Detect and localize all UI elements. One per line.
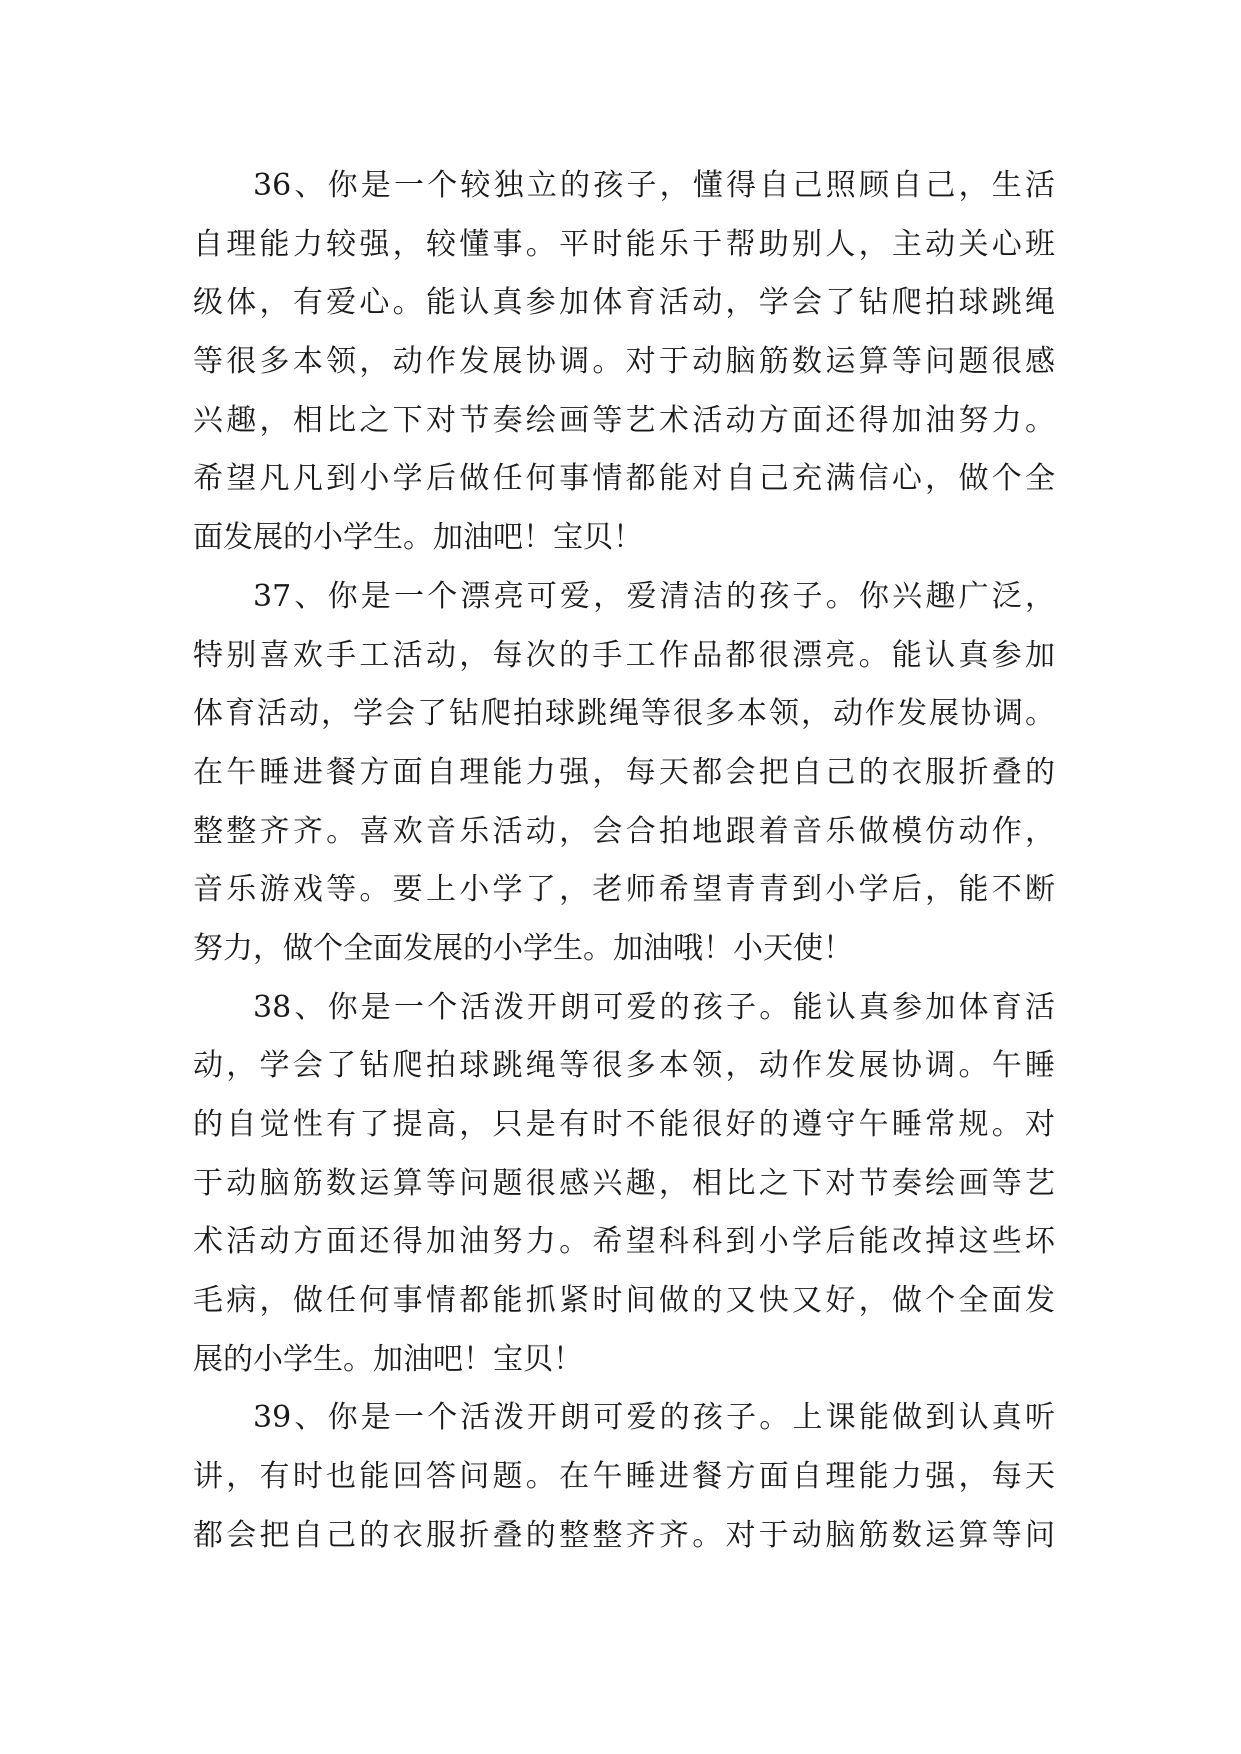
text-line: 术活动方面还得加油努力。希望科科到小学后能改掉这些坏 (193, 1224, 1055, 1260)
text-line: 面发展的小学生。加油吧！宝贝！ (193, 520, 643, 556)
text-line: 都会把自己的衣服折叠的整整齐齐。对于动脑筋数运算等问 (193, 1517, 1055, 1553)
paragraph-38 (193, 979, 1055, 1390)
text-line: 在午睡进餐方面自理能力强，每天都会把自己的衣服折叠的 (193, 754, 1055, 790)
text-line: 自理能力较强，较懂事。平时能乐于帮助别人，主动关心班 (193, 226, 1055, 262)
text-line: 级体，有爱心。能认真参加体育活动，学会了钻爬拍球跳绳 (193, 285, 1055, 321)
text-line: 努力，做个全面发展的小学生。加油哦！小天使！ (193, 930, 853, 966)
text-line: 等很多本领，动作发展协调。对于动脑筋数运算等问题很感 (193, 344, 1055, 380)
text-line: 音乐游戏等。要上小学了，老师希望青青到小学后，能不断 (193, 872, 1055, 908)
text-line: 36、你是一个较独立的孩子，懂得自己照顾自己，生活 (253, 168, 1055, 203)
text-line: 特别喜欢手工活动，每次的手工作品都很漂亮。能认真参加 (193, 637, 1055, 673)
text-line: 希望凡凡到小学后做任何事情都能对自己充满信心，做个全 (193, 461, 1055, 497)
paragraph-37 (193, 568, 1055, 979)
text-line: 37、你是一个漂亮可爱，爱清洁的孩子。你兴趣广泛， (253, 578, 1055, 614)
paragraph-36 (193, 157, 1055, 568)
document-body (193, 157, 1055, 1566)
text-line: 体育活动，学会了钻爬拍球跳绳等很多本领，动作发展协调。 (193, 696, 1055, 732)
text-line: 讲，有时也能回答问题。在午睡进餐方面自理能力强，每天 (193, 1459, 1055, 1495)
text-line: 展的小学生。加油吧！宝贝！ (193, 1341, 583, 1377)
text-line: 毛病，做任何事情都能抓紧时间做的又快又好，做个全面发 (193, 1283, 1055, 1319)
text-line: 39、你是一个活泼开朗可爱的孩子。上课能做到认真听 (253, 1400, 1055, 1436)
text-line: 动，学会了钻爬拍球跳绳等很多本领，动作发展协调。午睡 (193, 1048, 1055, 1084)
text-line: 兴趣，相比之下对节奏绘画等艺术活动方面还得加油努力。 (193, 402, 1055, 438)
text-line: 的自觉性有了提高，只是有时不能很好的遵守午睡常规。对 (193, 1107, 1055, 1142)
text-line: 38、你是一个活泼开朗可爱的孩子。能认真参加体育活 (253, 989, 1055, 1025)
paragraph-39 (193, 1389, 1055, 1565)
text-line: 于动脑筋数运算等问题很感兴趣，相比之下对节奏绘画等艺 (193, 1165, 1055, 1201)
text-line: 整整齐齐。喜欢音乐活动，会合拍地跟着音乐做模仿动作， (193, 813, 1055, 849)
